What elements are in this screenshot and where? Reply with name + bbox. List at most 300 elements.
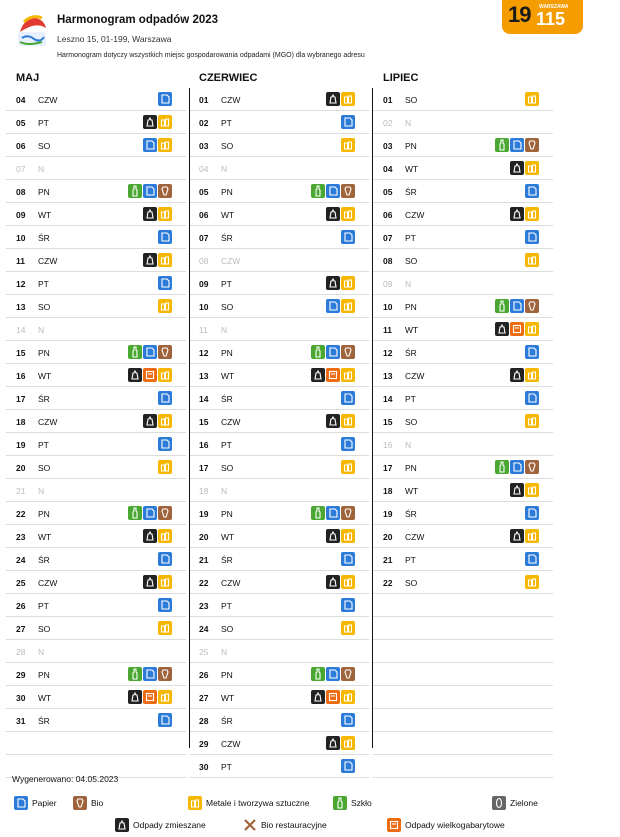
waste-icons xyxy=(341,115,355,129)
papier-icon xyxy=(341,230,355,244)
waste-icons xyxy=(143,575,172,589)
day-number: 12 xyxy=(199,348,209,358)
day-row xyxy=(189,387,369,410)
weekday: WT xyxy=(405,325,419,335)
zmieszane-icon xyxy=(143,207,157,221)
day-row xyxy=(373,479,553,502)
waste-icons xyxy=(341,437,355,451)
day-number: 22 xyxy=(383,578,393,588)
bio-icon xyxy=(158,184,172,198)
waste-icons xyxy=(128,506,172,520)
weekday: N xyxy=(221,164,228,174)
day-row xyxy=(373,410,553,433)
day-row xyxy=(189,709,369,732)
waste-icons xyxy=(510,483,539,497)
bio-icon xyxy=(158,345,172,359)
metale-icon xyxy=(341,368,355,382)
weekday: ŚR xyxy=(38,716,50,726)
day-row xyxy=(6,272,186,295)
zmieszane-icon xyxy=(311,690,325,704)
day-number: 26 xyxy=(199,670,209,680)
day-row xyxy=(189,157,369,180)
waste-icons xyxy=(326,207,355,221)
papier-icon xyxy=(143,345,157,359)
month-column-maj xyxy=(6,72,186,778)
weekday: CZW xyxy=(221,739,241,749)
weekday: SO xyxy=(38,141,51,151)
day-row xyxy=(373,433,553,456)
wielkogabarytowe-icon xyxy=(143,690,157,704)
day-row xyxy=(189,433,369,456)
day-row xyxy=(373,157,553,180)
szklo-icon xyxy=(311,506,325,520)
day-row xyxy=(189,456,369,479)
weekday: SO xyxy=(38,624,51,634)
day-number: 10 xyxy=(383,302,393,312)
papier-icon xyxy=(158,437,172,451)
day-row xyxy=(373,203,553,226)
day-number: 28 xyxy=(199,716,209,726)
day-number: 16 xyxy=(383,440,393,450)
weekday: PT xyxy=(221,601,232,611)
logo-19: 19 xyxy=(508,2,531,27)
metale-icon xyxy=(341,621,355,635)
waste-icons xyxy=(311,345,355,359)
weekday: N xyxy=(405,118,412,128)
day-number: 13 xyxy=(383,371,393,381)
legend-label: Metale i tworzywa sztuczne xyxy=(206,798,310,808)
metale-icon xyxy=(158,529,172,543)
zmieszane-icon xyxy=(128,690,142,704)
zmieszane-icon xyxy=(510,207,524,221)
waste-icons xyxy=(525,230,539,244)
zmieszane-icon xyxy=(143,529,157,543)
day-number: 09 xyxy=(383,279,393,289)
day-row xyxy=(6,341,186,364)
day-row xyxy=(6,203,186,226)
day-number: 24 xyxy=(199,624,209,634)
waste-icons xyxy=(158,391,172,405)
metale-icon xyxy=(525,529,539,543)
papier-icon xyxy=(510,138,524,152)
metale-icon xyxy=(525,483,539,497)
weekday: PT xyxy=(405,555,416,565)
waste-icons xyxy=(158,598,172,612)
papier-icon xyxy=(341,391,355,405)
day-row xyxy=(373,387,553,410)
legend-label: Bio restauracyjne xyxy=(261,820,327,830)
legend-item-zielone xyxy=(492,796,538,810)
day-row xyxy=(6,479,186,502)
weekday: CZW xyxy=(405,371,425,381)
metale-icon xyxy=(158,138,172,152)
day-row xyxy=(373,295,553,318)
waste-icons xyxy=(510,161,539,175)
papier-icon xyxy=(525,230,539,244)
weekday: SO xyxy=(405,578,418,588)
weekday: PT xyxy=(38,118,49,128)
day-row xyxy=(6,180,186,203)
papier-icon xyxy=(341,115,355,129)
day-row xyxy=(373,88,553,111)
waste-icons xyxy=(311,506,355,520)
legend-item-papier xyxy=(14,796,57,810)
day-row xyxy=(373,525,553,548)
waste-icons xyxy=(326,529,355,543)
szklo-icon xyxy=(128,506,142,520)
metale-icon xyxy=(525,368,539,382)
day-number: 15 xyxy=(16,348,26,358)
metale-icon xyxy=(158,621,172,635)
day-number: 20 xyxy=(199,532,209,542)
weekday: PN xyxy=(221,187,233,197)
day-row xyxy=(6,640,186,663)
waste-icons xyxy=(525,391,539,405)
empty-row xyxy=(373,732,553,755)
day-number: 10 xyxy=(16,233,26,243)
day-number: 05 xyxy=(16,118,26,128)
day-row xyxy=(6,548,186,571)
metale-icon xyxy=(341,138,355,152)
weekday: PT xyxy=(38,601,49,611)
metale-icon xyxy=(525,322,539,336)
day-number: 12 xyxy=(16,279,26,289)
day-row xyxy=(6,686,186,709)
weekday: WT xyxy=(405,164,419,174)
metale-icon xyxy=(158,368,172,382)
empty-row xyxy=(373,755,553,778)
waste-icons xyxy=(143,115,172,129)
waste-icons xyxy=(510,207,539,221)
day-number: 05 xyxy=(383,187,393,197)
wielkogabarytowe-icon xyxy=(143,368,157,382)
papier-icon xyxy=(158,713,172,727)
waste-icons xyxy=(326,299,355,313)
day-list xyxy=(373,88,553,778)
zmieszane-icon xyxy=(128,368,142,382)
day-number: 17 xyxy=(199,463,209,473)
day-row xyxy=(189,134,369,157)
day-number: 08 xyxy=(199,256,209,266)
waste-icons xyxy=(341,230,355,244)
day-row xyxy=(189,295,369,318)
day-row xyxy=(6,88,186,111)
city-logo xyxy=(14,12,52,50)
bio-icon xyxy=(158,506,172,520)
day-row xyxy=(373,111,553,134)
metale-icon xyxy=(158,253,172,267)
metale-icon xyxy=(341,414,355,428)
wielkogabarytowe-icon xyxy=(510,322,524,336)
weekday: WT xyxy=(221,693,235,703)
waste-icons xyxy=(495,460,539,474)
day-number: 21 xyxy=(16,486,26,496)
weekday: N xyxy=(38,164,45,174)
weekday: WT xyxy=(405,486,419,496)
empty-row xyxy=(373,640,553,663)
day-number: 12 xyxy=(383,348,393,358)
papier-icon xyxy=(510,460,524,474)
bio-icon xyxy=(525,138,539,152)
day-number: 06 xyxy=(383,210,393,220)
zmieszane-icon xyxy=(311,368,325,382)
day-number: 25 xyxy=(16,578,26,588)
day-number: 18 xyxy=(383,486,393,496)
day-row xyxy=(6,111,186,134)
waste-icons xyxy=(341,621,355,635)
day-row xyxy=(189,203,369,226)
weekday: N xyxy=(221,486,228,496)
day-number: 08 xyxy=(16,187,26,197)
day-row xyxy=(189,249,369,272)
day-number: 17 xyxy=(383,463,393,473)
legend-item-biorest xyxy=(243,818,327,832)
legend-label: Bio xyxy=(91,798,104,808)
papier-icon xyxy=(525,552,539,566)
weekday: PT xyxy=(405,233,416,243)
day-row xyxy=(373,571,553,594)
day-number: 19 xyxy=(199,509,209,519)
weekday: WT xyxy=(38,532,52,542)
day-number: 31 xyxy=(16,716,26,726)
weekday: N xyxy=(38,486,45,496)
day-number: 15 xyxy=(383,417,393,427)
weekday: PN xyxy=(405,463,417,473)
papier-icon xyxy=(14,796,28,810)
day-row xyxy=(189,479,369,502)
day-number: 04 xyxy=(199,164,209,174)
metale-icon xyxy=(158,575,172,589)
weekday: ŚR xyxy=(38,555,50,565)
waste-icons xyxy=(311,184,355,198)
wielkogabarytowe-icon xyxy=(326,690,340,704)
weekday: CZW xyxy=(405,532,425,542)
metale-icon xyxy=(341,575,355,589)
weekday: SO xyxy=(38,463,51,473)
day-number: 06 xyxy=(199,210,209,220)
weekday: PN xyxy=(405,141,417,151)
day-number: 06 xyxy=(16,141,26,151)
papier-icon xyxy=(143,184,157,198)
weekday: N xyxy=(38,325,45,335)
day-row xyxy=(373,272,553,295)
metale-icon xyxy=(341,299,355,313)
day-list xyxy=(189,88,369,778)
weekday: WT xyxy=(38,371,52,381)
weekday: CZW xyxy=(405,210,425,220)
zmieszane-icon xyxy=(326,92,340,106)
metale-icon xyxy=(341,690,355,704)
papier-icon xyxy=(143,506,157,520)
waste-icons xyxy=(326,276,355,290)
day-list xyxy=(6,88,186,778)
papier-icon xyxy=(158,552,172,566)
day-row xyxy=(189,226,369,249)
day-row xyxy=(6,249,186,272)
papier-icon xyxy=(341,759,355,773)
weekday: SO xyxy=(405,417,418,427)
day-number: 10 xyxy=(199,302,209,312)
szklo-icon xyxy=(128,184,142,198)
zmieszane-icon xyxy=(143,414,157,428)
day-number: 19 xyxy=(16,440,26,450)
weekday: ŚR xyxy=(221,716,233,726)
waste-icons xyxy=(158,299,172,313)
day-row xyxy=(189,410,369,433)
day-row xyxy=(189,111,369,134)
waste-icons xyxy=(510,368,539,382)
day-row xyxy=(189,364,369,387)
weekday: ŚR xyxy=(405,348,417,358)
weekday: PN xyxy=(38,187,50,197)
weekday: WT xyxy=(38,693,52,703)
weekday: CZW xyxy=(221,95,241,105)
day-row xyxy=(189,686,369,709)
papier-icon xyxy=(341,437,355,451)
waste-icons xyxy=(158,230,172,244)
weekday: PN xyxy=(38,348,50,358)
day-number: 24 xyxy=(16,555,26,565)
zmieszane-icon xyxy=(510,368,524,382)
day-row xyxy=(189,318,369,341)
day-number: 13 xyxy=(199,371,209,381)
papier-icon xyxy=(525,506,539,520)
waste-icons xyxy=(341,598,355,612)
day-row xyxy=(6,594,186,617)
weekday: CZW xyxy=(221,256,241,266)
metale-icon xyxy=(158,207,172,221)
day-number: 30 xyxy=(16,693,26,703)
day-row xyxy=(189,663,369,686)
day-row xyxy=(189,88,369,111)
zmieszane-icon xyxy=(495,322,509,336)
day-number: 02 xyxy=(383,118,393,128)
papier-icon xyxy=(510,299,524,313)
weekday: SO xyxy=(221,463,234,473)
metale-icon xyxy=(341,207,355,221)
weekday: PT xyxy=(38,279,49,289)
waste-icons xyxy=(525,345,539,359)
day-number: 27 xyxy=(199,693,209,703)
day-number: 16 xyxy=(199,440,209,450)
zmieszane-icon xyxy=(115,818,129,832)
metale-icon xyxy=(525,161,539,175)
day-number: 01 xyxy=(383,95,393,105)
day-number: 09 xyxy=(199,279,209,289)
month-name: LIPIEC xyxy=(383,72,419,84)
day-row xyxy=(6,571,186,594)
weekday: N xyxy=(38,647,45,657)
day-number: 05 xyxy=(199,187,209,197)
zmieszane-icon xyxy=(510,483,524,497)
day-row xyxy=(6,502,186,525)
day-row xyxy=(6,157,186,180)
waste-icons xyxy=(311,368,355,382)
weekday: CZW xyxy=(38,578,58,588)
day-number: 30 xyxy=(199,762,209,772)
legend-item-bio xyxy=(73,796,103,810)
day-number: 08 xyxy=(383,256,393,266)
waste-icons xyxy=(510,529,539,543)
weekday: N xyxy=(221,325,228,335)
metale-icon xyxy=(341,529,355,543)
weekday: SO xyxy=(221,302,234,312)
weekday: ŚR xyxy=(221,555,233,565)
weekday: PT xyxy=(38,440,49,450)
empty-row xyxy=(373,594,553,617)
day-row xyxy=(6,318,186,341)
day-number: 13 xyxy=(16,302,26,312)
papier-icon xyxy=(158,391,172,405)
szklo-icon xyxy=(495,299,509,313)
month-column-czerwiec xyxy=(189,72,369,778)
empty-row xyxy=(373,663,553,686)
day-row xyxy=(189,502,369,525)
day-row xyxy=(6,364,186,387)
day-row xyxy=(189,548,369,571)
day-number: 23 xyxy=(16,532,26,542)
generated-date: Wygenerowano: 04.05.2023 xyxy=(12,774,119,784)
weekday: PT xyxy=(405,394,416,404)
waste-icons xyxy=(341,460,355,474)
szklo-icon xyxy=(128,667,142,681)
metale-icon xyxy=(341,92,355,106)
day-row xyxy=(189,341,369,364)
weekday: SO xyxy=(405,256,418,266)
day-number: 11 xyxy=(383,325,392,335)
day-row xyxy=(373,548,553,571)
day-number: 18 xyxy=(16,417,26,427)
metale-icon xyxy=(525,414,539,428)
logo-warszawa: WARSZAWA xyxy=(539,4,569,10)
legend-label: Odpady wielkogabarytowe xyxy=(405,820,505,830)
weekday: SO xyxy=(405,95,418,105)
weekday: PT xyxy=(221,762,232,772)
bio-restauracyjne-icon xyxy=(243,818,257,832)
papier-icon xyxy=(158,598,172,612)
weekday: PN xyxy=(38,509,50,519)
waste-icons xyxy=(158,621,172,635)
weekday: PN xyxy=(221,509,233,519)
day-row xyxy=(373,456,553,479)
szklo-icon xyxy=(311,667,325,681)
waste-icons xyxy=(495,322,539,336)
waste-icons xyxy=(341,759,355,773)
weekday: CZW xyxy=(221,417,241,427)
waste-icons xyxy=(326,736,355,750)
day-row xyxy=(373,502,553,525)
day-row xyxy=(373,318,553,341)
metale-icon xyxy=(525,253,539,267)
day-row xyxy=(189,525,369,548)
day-number: 07 xyxy=(16,164,26,174)
weekday: ŚR xyxy=(221,233,233,243)
papier-icon xyxy=(525,345,539,359)
zmieszane-icon xyxy=(326,276,340,290)
month-name: CZERWIEC xyxy=(199,72,258,84)
waste-icons xyxy=(341,713,355,727)
day-number: 27 xyxy=(16,624,26,634)
zmieszane-icon xyxy=(510,161,524,175)
day-number: 01 xyxy=(199,95,209,105)
day-number: 21 xyxy=(383,555,393,565)
day-number: 29 xyxy=(199,739,209,749)
metale-icon xyxy=(525,207,539,221)
zmieszane-icon xyxy=(326,529,340,543)
waste-icons xyxy=(341,138,355,152)
waste-icons xyxy=(525,184,539,198)
metale-icon xyxy=(525,575,539,589)
